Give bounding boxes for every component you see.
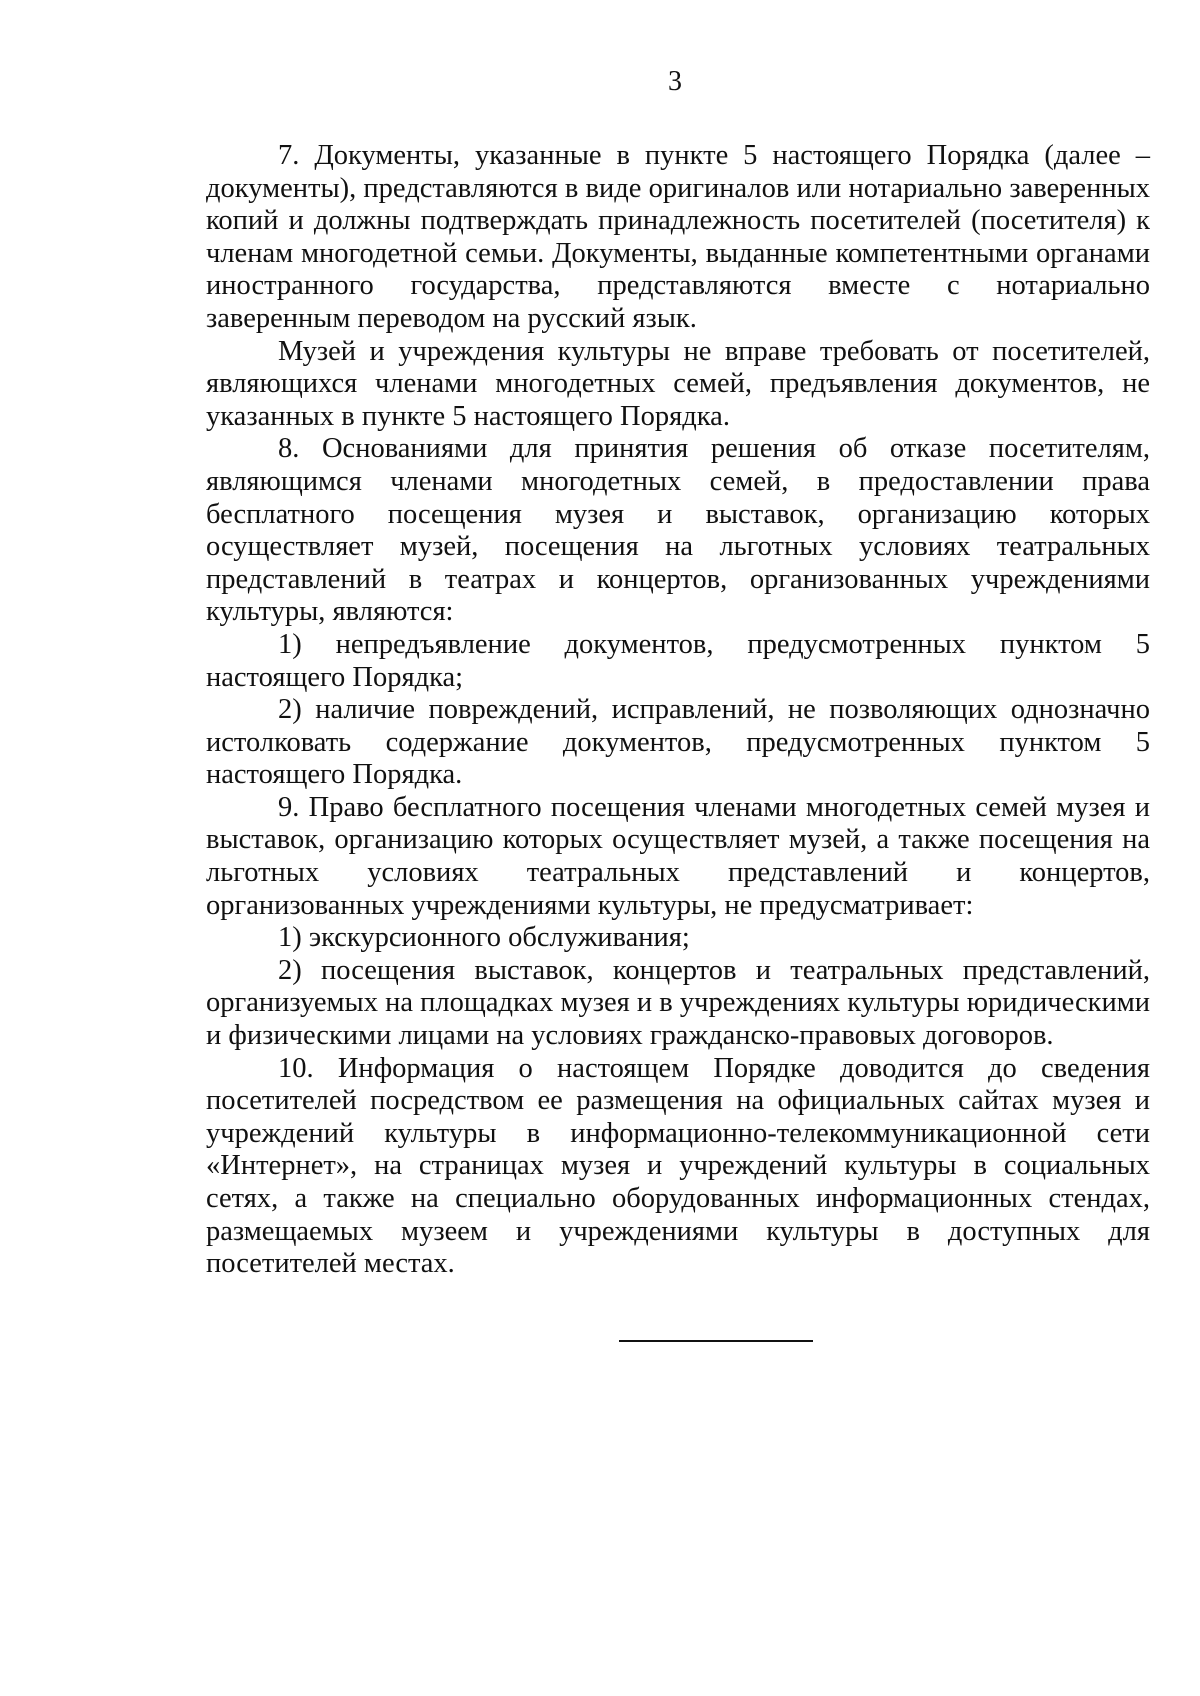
- paragraph-8: 8. Основаниями для принятия решения об отказе посетителям, являющимся членами многодетных семей, в предоставлении права бесплатного посещения музея и выставок, организацию которых осуществляет музей, посещения на льготных условиях театральных представлений в театрах и концертов, организованных учреждениями культуры, являются:: [206, 433, 1150, 628]
- page-number: 3: [668, 66, 682, 97]
- paragraph-8-item-1: 1) непредъявление документов, предусмотренных пунктом 5 настоящего Порядка;: [206, 628, 1150, 693]
- paragraph-9: 9. Право бесплатного посещения членами многодетных семей музея и выставок, организацию которых осуществляет музей, а также посещения на льготных условиях театральных представлений и концертов, организованных учреждениями культуры, не предусматривает:: [206, 791, 1150, 921]
- paragraph-10: 10. Информация о настоящем Порядке доводится до сведения посетителей посредством ее размещения на официальных сайтах музея и учреждений культуры в информационно-телекоммуникационной сети «Интернет», на страницах музея и учреждений культуры в социальных сетях, а также на специально оборудованных информационных стендах, размещаемых музеем и учреждениями культуры в доступных для посетителей местах.: [206, 1052, 1150, 1280]
- paragraph-8-item-2: 2) наличие повреждений, исправлений, не позволяющих однозначно истолковать содержание документов, предусмотренных пунктом 5 настоящего Порядка.: [206, 694, 1150, 791]
- paragraph-7-note: Музей и учреждения культуры не вправе требовать от посетителей, являющихся членами многодетных семей, предъявления документов, не указанных в пункте 5 настоящего Порядка.: [206, 335, 1150, 432]
- paragraph-9-item-1: 1) экскурсионного обслуживания;: [278, 922, 690, 954]
- document-body: [206, 140, 1150, 1281]
- paragraph-9-item-2: 2) посещения выставок, концертов и театральных представлений, организуемых на площадках музея и в учреждениях культуры юридическими и физическими лицами на условиях гражданско-правовых договоров.: [206, 954, 1150, 1052]
- end-divider: [619, 1340, 813, 1342]
- paragraph-7: 7. Документы, указанные в пункте 5 настоящего Порядка (далее – документы), представляются в виде оригиналов или нотариально заверенных копий и должны подтверждать принадлежность посетителей (посетителя) к членам многодетной семьи. Документы, выданные компетентными органами иностранного государства, представляются вместе с нотариально заверенным переводом на русский язык.: [206, 140, 1150, 334]
